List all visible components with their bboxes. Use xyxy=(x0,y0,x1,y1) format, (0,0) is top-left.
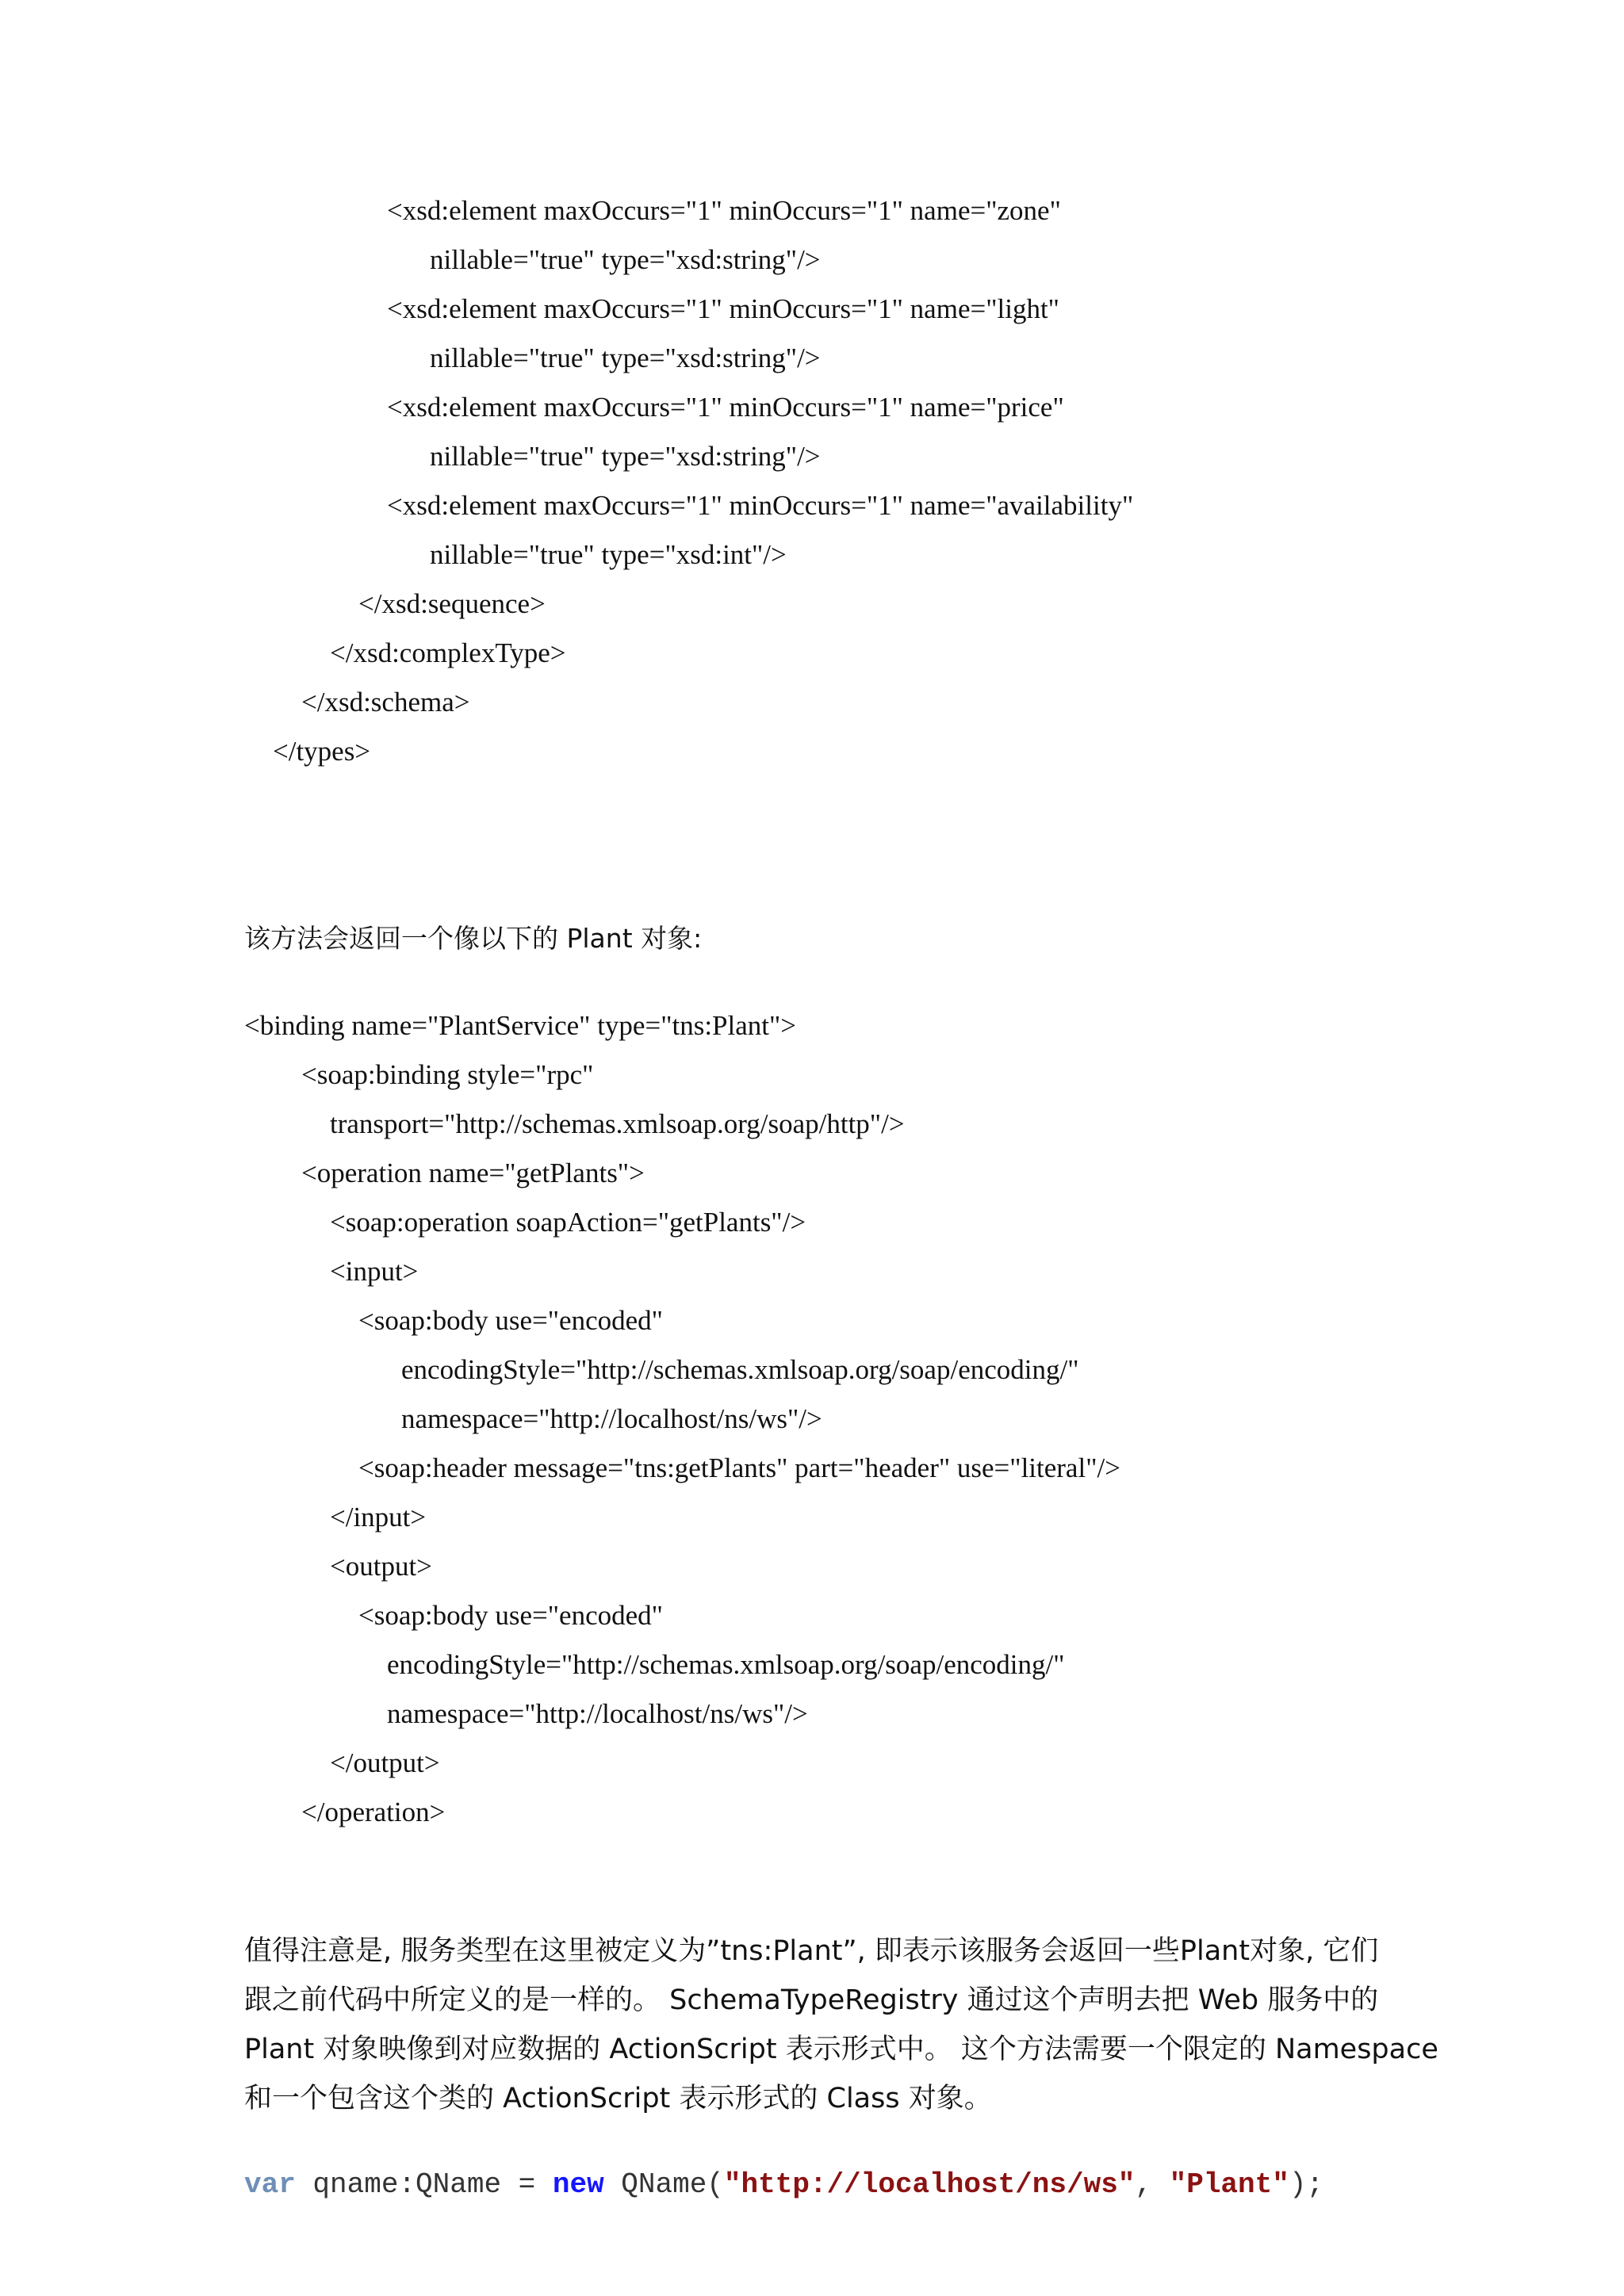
actionscript-code-line xyxy=(244,2166,1323,2204)
paragraph-line: 跟之前代码中所定义的是一样的。 SchemaTypeRegistry 通过这个声明去把 Web 服务中的 xyxy=(244,1984,1379,2016)
xml-line: <binding name="PlantService" type="tns:Plant"> xyxy=(244,1010,797,1041)
xml-line: transport="http://schemas.xmlsoap.org/soap/http"/> xyxy=(330,1108,905,1139)
xml-line: <soap:body use="encoded" xyxy=(358,1600,663,1631)
xml-line: </xsd:schema> xyxy=(301,687,470,718)
xml-line: nillable="true" type="xsd:string"/> xyxy=(430,244,821,275)
code-call: QName( xyxy=(603,2168,724,2201)
xml-line: </input> xyxy=(330,1502,427,1533)
xml-line: <soap:header message="tns:getPlants" part="header" use="literal"/> xyxy=(358,1452,1120,1483)
xml-line: <xsd:element maxOccurs="1" minOccurs="1" name="availability" xyxy=(387,490,1134,521)
keyword-new: new xyxy=(552,2168,604,2201)
xml-line: nillable="true" type="xsd:string"/> xyxy=(430,342,821,373)
xml-line: nillable="true" type="xsd:int"/> xyxy=(430,539,787,570)
xml-line: <xsd:element maxOccurs="1" minOccurs="1" name="price" xyxy=(387,392,1064,423)
code-separator: , xyxy=(1135,2168,1170,2201)
xml-line: namespace="http://localhost/ns/ws"/> xyxy=(387,1698,808,1729)
keyword-var: var xyxy=(244,2168,296,2201)
paragraph-line: 和一个包含这个类的 ActionScript 表示形式的 Class 对象。 xyxy=(244,2083,992,2114)
xml-line: <soap:operation soapAction="getPlants"/> xyxy=(330,1207,806,1238)
xml-line: <xsd:element maxOccurs="1" minOccurs="1" name="zone" xyxy=(387,195,1061,226)
code-identifier: qname:QName = xyxy=(295,2168,553,2201)
xml-line: <input> xyxy=(330,1256,419,1287)
paragraph-line: Plant 对象映像到对应数据的 ActionScript 表示形式中。 这个方法需要一个限定的 Namespace xyxy=(244,2034,1438,2065)
xml-line: </types> xyxy=(273,736,371,767)
xml-line: namespace="http://localhost/ns/ws"/> xyxy=(401,1403,822,1434)
paragraph-line: 值得注意是, 服务类型在这里被定义为”tns:Plant”, 即表示该服务会返回一些Plant对象, 它们 xyxy=(244,1935,1379,1967)
xml-line: </output> xyxy=(330,1747,440,1778)
intro-sentence: 该方法会返回一个像以下的 Plant 对象: xyxy=(244,923,703,954)
xml-line: <output> xyxy=(330,1551,432,1582)
xml-line: encodingStyle="http://schemas.xmlsoap.org/soap/encoding/" xyxy=(401,1354,1079,1385)
code-end: ); xyxy=(1289,2168,1324,2201)
xml-line: <xsd:element maxOccurs="1" minOccurs="1" name="light" xyxy=(387,293,1059,324)
xml-line: </operation> xyxy=(301,1797,446,1827)
xml-line: <soap:binding style="rpc" xyxy=(301,1059,594,1090)
xml-line: </xsd:complexType> xyxy=(330,637,566,668)
xml-line: </xsd:sequence> xyxy=(358,588,546,619)
string-plant: "Plant" xyxy=(1169,2168,1289,2201)
xml-line: <soap:body use="encoded" xyxy=(358,1305,663,1336)
xml-line: nillable="true" type="xsd:string"/> xyxy=(430,441,821,472)
xml-line: <operation name="getPlants"> xyxy=(301,1158,645,1188)
explanation-paragraph xyxy=(244,1927,1438,2123)
string-namespace: "http://localhost/ns/ws" xyxy=(723,2168,1136,2201)
xml-line: encodingStyle="http://schemas.xmlsoap.org/soap/encoding/" xyxy=(387,1649,1065,1680)
